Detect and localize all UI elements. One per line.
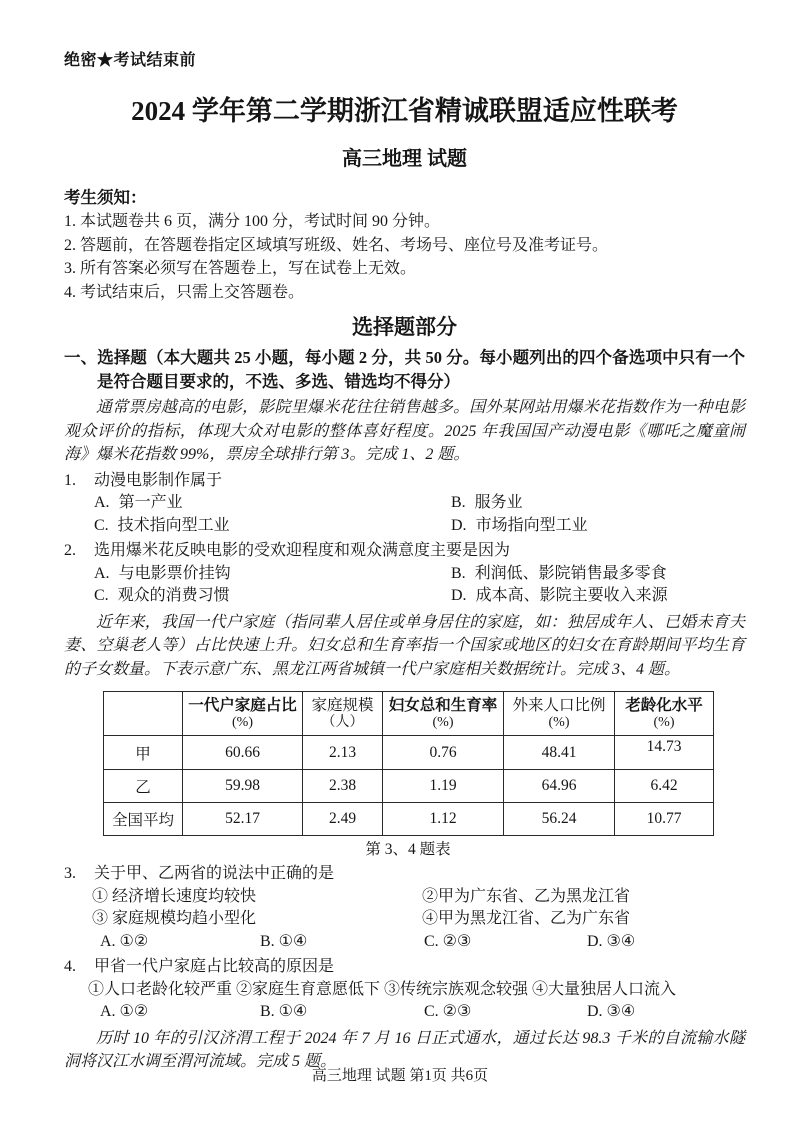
- question-4-statements: ①人口老龄化较严重 ②家庭生育意愿低下 ③传统宗族观念较强 ④大量独居人口流入: [88, 980, 677, 998]
- question-3-text: 关于甲、乙两省的说法中正确的是: [94, 865, 335, 882]
- question-3-answers: [64, 931, 745, 954]
- table-header-family-size: 家庭规模 （人）: [303, 692, 383, 736]
- question-1: [64, 470, 745, 538]
- question-2-option-b: B. 利润低、影院销售最多零食: [451, 564, 667, 582]
- table-header-migrant-ratio: 外来人口比例 (%): [504, 692, 615, 736]
- section-heading: 选择题部分: [352, 315, 457, 339]
- passage-popcorn: 通常票房越高的电影，影院里爆米花往往销售越多。国外某网站用爆米花指数作为一种电影观众评价的指标，体现大众对电影的整体喜好程度。2025 年我国国产动漫电影《哪吒之魔童闹海》爆米花指数 99%，票房全球排行第 3。完成 1、2 题。: [64, 399, 745, 463]
- table-row-yi: 乙 59.98 2.38 1.19 64.96 6.42: [104, 770, 714, 803]
- table-header-fertility-rate: 妇女总和生育率 (%): [383, 692, 504, 736]
- question-3-answer-b: B. ①④: [260, 932, 308, 950]
- question-2: [64, 540, 745, 608]
- notice-item-3: 3. 所有答案必须写在答题卷上，写在试卷上无效。: [64, 260, 417, 277]
- question-4-answer-a: A. ①②: [100, 1003, 149, 1020]
- table-header-blank: [104, 692, 183, 736]
- question-2-number: 2.: [64, 542, 76, 559]
- question-1-text: 动漫电影制作属于: [94, 471, 223, 489]
- passage-water: 历时 10 年的引汉济渭工程于 2024 年 7 月 16 日正式通水，通过长达 98.3 千米的自流输水隧洞将汉江水调至渭河流域。完成 5 题。: [64, 1029, 745, 1070]
- passage-family: 近年来，我国一代户家庭（指同辈人居住或单身居住的家庭，如：独居成年人、已婚未育夫妻、空巢老人等）占比快速上升。妇女总和生育率指一个国家或地区的妇女在育龄期间平均生育的子女数量。下表示意广东、黑龙江两省城镇一代户家庭相关数据统计。完成 3、4 题。: [64, 613, 745, 678]
- notice-item-4: 4. 考试结束后，只需上交答题卷。: [64, 283, 305, 301]
- notice-item-2: 2. 答题前，在答题卷指定区域填写班级、姓名、考场号、座位号及准考证号。: [64, 236, 609, 254]
- classification-banner: 绝密★考试结束前: [64, 52, 197, 69]
- question-4-answer-d: D. ③④: [587, 1003, 636, 1020]
- question-3-statement-2: ②甲为广东省、乙为黑龙江省: [422, 887, 631, 905]
- table-row-national-average: 全国平均 52.17 2.49 1.12 56.24 10.77: [104, 803, 714, 836]
- exam-subtitle: 高三地理 试题: [342, 148, 467, 170]
- question-1-number: 1.: [64, 471, 76, 489]
- question-2-option-c: C. 观众的消费习惯: [94, 587, 230, 604]
- question-4: [64, 956, 745, 1024]
- question-4-answer-c: C. ②③: [424, 1003, 472, 1020]
- table-caption: 第 3、4 题表: [365, 841, 451, 858]
- question-2-options: [64, 563, 745, 608]
- notice-heading: 考生须知：: [64, 188, 147, 207]
- question-1-option-a: A. 第一产业: [94, 494, 183, 511]
- page-footer: 高三地理 试题 第1页 共6页: [311, 1068, 489, 1084]
- section-instruction: 一、选择题（本大题共 25 小题，每小题 2 分，共 50 分。每小题列出的四个备选项中只有一个是符合题目要求的，不选、多选、错选均不得分）: [64, 348, 745, 391]
- table-header-row: [104, 692, 714, 736]
- statistics-table: [103, 691, 714, 836]
- question-2-text: 选用爆米花反映电影的受欢迎程度和观众满意度主要是因为: [94, 542, 511, 559]
- question-3-statement-1: ① 经济增长速度均较快: [92, 887, 257, 905]
- question-1-option-b: B. 服务业: [451, 494, 523, 511]
- question-3-answer-d: D. ③④: [587, 932, 636, 950]
- table-header-one-person-household: 一代户家庭占比 (%): [183, 692, 303, 736]
- question-4-answer-b: B. ①④: [260, 1003, 308, 1020]
- question-1-option-d: D. 市场指向型工业: [451, 516, 588, 534]
- table-header-aging-level: 老龄化水平 (%): [615, 692, 714, 736]
- question-4-text: 甲省一代户家庭占比较高的原因是: [94, 958, 335, 975]
- question-2-option-d: D. 成本高、影院主要收入来源: [451, 587, 668, 604]
- question-3-statement-3: ③ 家庭规模均趋小型化: [92, 910, 257, 927]
- question-1-options: [64, 492, 745, 537]
- question-1-option-c: C. 技术指向型工业: [94, 516, 230, 534]
- question-2-option-a: A. 与电影票价挂钩: [94, 564, 231, 582]
- question-3-number: 3.: [64, 865, 76, 882]
- question-4-number: 4.: [64, 958, 76, 975]
- notice-item-1: 1. 本试题卷共 6 页，满分 100 分，考试时间 90 分钟。: [64, 213, 441, 230]
- question-3-statement-4: ④甲为黑龙江省、乙为广东省: [422, 910, 631, 927]
- table-row-jia: 甲 60.66 2.13 0.76 48.41 14.73: [104, 736, 714, 770]
- question-3-statements: [64, 886, 745, 931]
- question-3-answer-a: A. ①②: [100, 932, 149, 950]
- question-3-answer-c: C. ②③: [424, 932, 472, 950]
- exam-title: 2024 学年第二学期浙江省精诚联盟适应性联考: [131, 96, 678, 126]
- question-3: [64, 863, 745, 953]
- question-4-answers: [64, 1001, 745, 1024]
